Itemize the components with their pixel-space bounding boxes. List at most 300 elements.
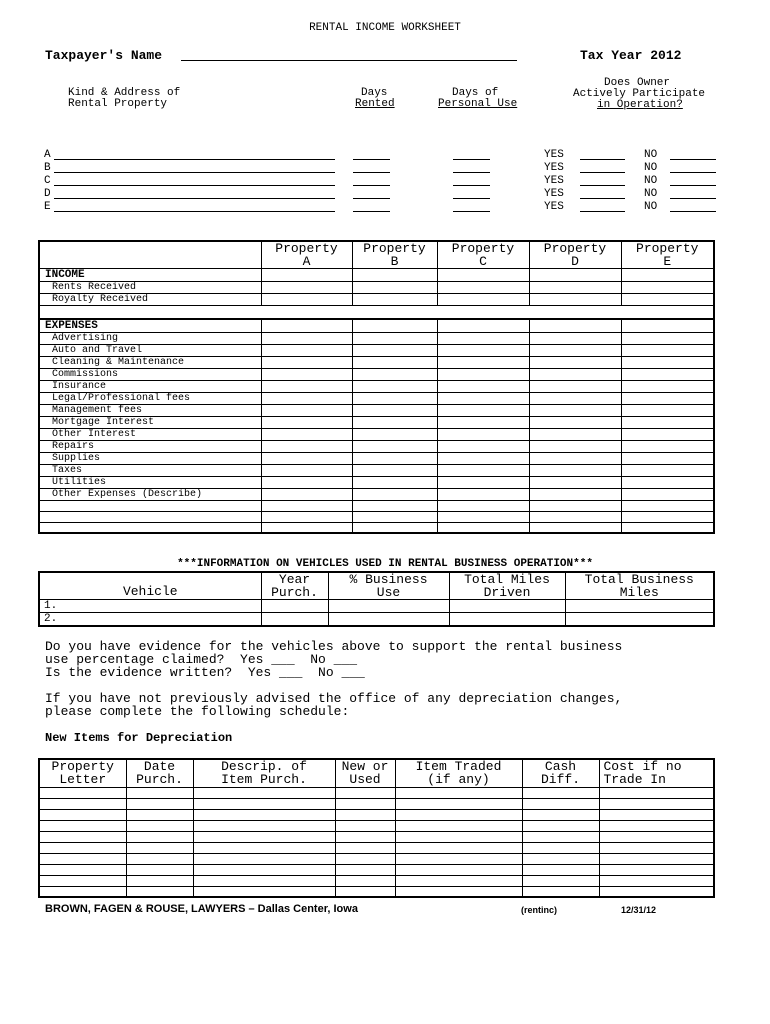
new-item-cell[interactable]: [126, 787, 193, 798]
new-item-row: [39, 875, 714, 886]
income-row: [39, 282, 714, 294]
expense-item-label: Management fees: [39, 404, 261, 416]
expense-row: [39, 476, 714, 488]
property-address-field[interactable]: [54, 211, 335, 212]
amount-cell[interactable]: [437, 522, 529, 533]
amount-cell[interactable]: [352, 452, 437, 464]
amount-cell[interactable]: [529, 356, 621, 368]
new-item-cell[interactable]: [126, 831, 193, 842]
amount-cell[interactable]: [621, 356, 714, 368]
amount-cell[interactable]: [529, 380, 621, 392]
property-address-field[interactable]: [54, 159, 335, 160]
expense-row: [39, 440, 714, 452]
new-item-cell[interactable]: [395, 842, 522, 853]
amount-cell[interactable]: [437, 428, 529, 440]
taxpayer-name-field[interactable]: [181, 60, 517, 61]
new-item-cell[interactable]: [522, 853, 599, 864]
amount-cell[interactable]: [621, 440, 714, 452]
new-item-cell[interactable]: [193, 842, 335, 853]
amount-cell[interactable]: [529, 464, 621, 476]
page-title: RENTAL INCOME WORKSHEET: [309, 22, 461, 34]
new-item-cell[interactable]: [193, 853, 335, 864]
days-personal-field[interactable]: [453, 198, 490, 199]
new-item-cell[interactable]: [193, 787, 335, 798]
amount-cell[interactable]: [621, 392, 714, 404]
no-field[interactable]: [670, 211, 716, 212]
days-rented-header-2: Rented: [355, 98, 395, 110]
new-item-cell[interactable]: [522, 809, 599, 820]
amount-cell[interactable]: [437, 404, 529, 416]
no-label: NO: [644, 149, 658, 161]
income-heading: INCOME: [39, 269, 261, 282]
new-item-cell[interactable]: [335, 787, 395, 798]
amount-cell[interactable]: [529, 344, 621, 356]
property-address-field[interactable]: [54, 198, 335, 199]
expense-row: [39, 488, 714, 500]
days-personal-field[interactable]: [453, 172, 490, 173]
pct-business-col-header: % Business Use: [328, 572, 449, 600]
expense-item-label: Auto and Travel: [39, 344, 261, 356]
vehicle-1-total[interactable]: [449, 600, 565, 613]
expense-row: [39, 428, 714, 440]
section-gap-cell: [39, 306, 714, 319]
amount-cell[interactable]: [437, 452, 529, 464]
expense-item-label: Insurance: [39, 380, 261, 392]
new-item-cell[interactable]: [522, 842, 599, 853]
new-item-cell[interactable]: [522, 831, 599, 842]
new-item-cell[interactable]: [126, 798, 193, 809]
amount-cell[interactable]: [261, 269, 352, 282]
new-item-cell[interactable]: [193, 831, 335, 842]
new-item-cell[interactable]: [395, 798, 522, 809]
expense-item-label: Supplies: [39, 452, 261, 464]
evidence-question-3: Is the evidence written? Yes ___ No ___: [45, 665, 365, 680]
yes-field[interactable]: [580, 172, 625, 173]
amount-cell[interactable]: [261, 476, 352, 488]
income-row: [39, 294, 714, 306]
vehicle-2-pct[interactable]: [328, 613, 449, 627]
new-item-cell[interactable]: [395, 886, 522, 897]
amount-cell[interactable]: [352, 488, 437, 500]
amount-cell[interactable]: [261, 356, 352, 368]
vehicle-col-header: Vehicle: [39, 572, 261, 600]
amount-cell[interactable]: [529, 500, 621, 511]
new-item-cell[interactable]: [126, 820, 193, 831]
new-item-row: [39, 831, 714, 842]
amount-cell[interactable]: [621, 368, 714, 380]
vehicle-row: [39, 600, 714, 613]
days-rented-field[interactable]: [353, 159, 390, 160]
amount-cell[interactable]: [529, 511, 621, 522]
amount-cell[interactable]: [352, 356, 437, 368]
amount-cell[interactable]: [261, 319, 352, 333]
new-item-cell[interactable]: [39, 886, 126, 897]
new-item-cell[interactable]: [522, 787, 599, 798]
vehicle-1-pct[interactable]: [328, 600, 449, 613]
new-item-row: [39, 842, 714, 853]
yes-label: YES: [544, 188, 564, 200]
amount-cell[interactable]: [352, 319, 437, 333]
firm-footer: BROWN, FAGEN & ROUSE, LAWYERS – Dallas Center, Iowa: [45, 903, 358, 915]
amount-cell[interactable]: [437, 511, 529, 522]
amount-cell[interactable]: [261, 294, 352, 306]
evidence-question-2: use percentage claimed? Yes ___ No ___: [45, 652, 358, 667]
property-row-letter: A: [44, 149, 51, 161]
new-item-cell[interactable]: [395, 809, 522, 820]
expense-row: [39, 380, 714, 392]
yes-field[interactable]: [580, 198, 625, 199]
amount-cell[interactable]: [352, 476, 437, 488]
new-item-cell[interactable]: [522, 875, 599, 886]
blank-header-cell: [39, 241, 261, 269]
amount-cell[interactable]: [352, 500, 437, 511]
income-item-label: Rents Received: [39, 282, 261, 294]
expense-item-label: Other Expenses (Describe): [39, 488, 261, 500]
amount-cell[interactable]: [437, 380, 529, 392]
expense-item-label: Cleaning & Maintenance: [39, 356, 261, 368]
days-rented-field[interactable]: [353, 211, 390, 212]
amount-cell[interactable]: [437, 319, 529, 333]
new-item-cell[interactable]: [39, 864, 126, 875]
new-item-cell[interactable]: [335, 853, 395, 864]
new-item-cell[interactable]: [335, 809, 395, 820]
new-item-row: [39, 798, 714, 809]
amount-cell[interactable]: [437, 416, 529, 428]
amount-cell[interactable]: [529, 452, 621, 464]
new-item-cell[interactable]: [335, 831, 395, 842]
new-item-row: [39, 886, 714, 897]
expense-row: [39, 416, 714, 428]
expense-row: [39, 404, 714, 416]
amount-cell[interactable]: [621, 476, 714, 488]
amount-cell[interactable]: [352, 416, 437, 428]
new-item-cell[interactable]: [335, 820, 395, 831]
new-item-cell[interactable]: [395, 820, 522, 831]
amount-cell[interactable]: [529, 440, 621, 452]
expense-blank-row: [39, 522, 714, 533]
new-item-cell[interactable]: [522, 864, 599, 875]
amount-cell[interactable]: [621, 452, 714, 464]
vehicle-2-year[interactable]: [261, 613, 328, 627]
property-col-header-e: Property E: [621, 241, 714, 269]
depreciation-note-2: please complete the following schedule:: [45, 704, 350, 719]
amount-cell[interactable]: [621, 416, 714, 428]
amount-cell[interactable]: [529, 368, 621, 380]
no-label: NO: [644, 162, 658, 174]
amount-cell[interactable]: [437, 344, 529, 356]
amount-cell[interactable]: [529, 332, 621, 344]
amount-cell[interactable]: [621, 404, 714, 416]
property-col-header-a: Property A: [261, 241, 352, 269]
amount-cell[interactable]: [261, 392, 352, 404]
vehicle-2-total[interactable]: [449, 613, 565, 627]
days-personal-field[interactable]: [453, 185, 490, 186]
form-code: (rentinc): [521, 905, 557, 915]
expenses-heading: EXPENSES: [39, 319, 261, 333]
expense-row: [39, 356, 714, 368]
expense-item-label: Other Interest: [39, 428, 261, 440]
amount-cell[interactable]: [352, 522, 437, 533]
amount-cell[interactable]: [437, 464, 529, 476]
new-item-cell[interactable]: [39, 842, 126, 853]
amount-cell[interactable]: [352, 344, 437, 356]
amount-cell[interactable]: [529, 269, 621, 282]
no-label: NO: [644, 201, 658, 213]
new-item-cell[interactable]: [522, 820, 599, 831]
new-item-cell[interactable]: [193, 875, 335, 886]
new-item-cell[interactable]: [39, 798, 126, 809]
kind-address-header-2: Rental Property: [68, 98, 168, 110]
amount-cell[interactable]: [529, 522, 621, 533]
expense-blank-row: [39, 500, 714, 511]
new-item-cell[interactable]: [599, 864, 714, 875]
amount-cell[interactable]: [261, 428, 352, 440]
new-item-cell[interactable]: [126, 875, 193, 886]
amount-cell[interactable]: [352, 392, 437, 404]
new-item-cell[interactable]: [599, 853, 714, 864]
personal-use-header-1: Days of: [452, 87, 499, 99]
business-miles-col-header: Total Business Miles: [565, 572, 714, 600]
tax-year-label: Tax Year 2012: [580, 48, 682, 63]
expense-row: [39, 464, 714, 476]
amount-cell[interactable]: [437, 476, 529, 488]
expense-item-label: Advertising: [39, 332, 261, 344]
new-item-cell[interactable]: [395, 864, 522, 875]
amount-cell[interactable]: [437, 488, 529, 500]
personal-use-header-2: Personal Use: [438, 98, 518, 110]
new-item-cell[interactable]: [395, 875, 522, 886]
no-field[interactable]: [670, 185, 716, 186]
amount-cell[interactable]: [621, 319, 714, 333]
amount-cell[interactable]: [261, 464, 352, 476]
amount-cell[interactable]: [437, 269, 529, 282]
amount-cell[interactable]: [621, 294, 714, 306]
amount-cell[interactable]: [529, 404, 621, 416]
date-purch-col-header: Date Purch.: [126, 759, 193, 787]
vehicle-row: [39, 613, 714, 627]
no-field[interactable]: [670, 159, 716, 160]
total-miles-col-header: Total Miles Driven: [449, 572, 565, 600]
amount-cell[interactable]: [621, 500, 714, 511]
new-item-cell[interactable]: [193, 864, 335, 875]
expense-item-label: Utilities: [39, 476, 261, 488]
new-item-cell[interactable]: [599, 875, 714, 886]
amount-cell[interactable]: [437, 356, 529, 368]
new-item-cell[interactable]: [126, 886, 193, 897]
amount-cell[interactable]: [352, 269, 437, 282]
new-item-cell[interactable]: [395, 787, 522, 798]
amount-cell[interactable]: [261, 282, 352, 294]
expense-blank-label: [39, 511, 261, 522]
vehicles-heading: ***INFORMATION ON VEHICLES USED IN RENTAL BUSINESS OPERATION***: [177, 558, 593, 570]
amount-cell[interactable]: [261, 416, 352, 428]
amount-cell[interactable]: [261, 368, 352, 380]
expense-item-label: Mortgage Interest: [39, 416, 261, 428]
new-item-cell[interactable]: [126, 842, 193, 853]
new-item-cell[interactable]: [39, 809, 126, 820]
new-item-cell[interactable]: [395, 831, 522, 842]
amount-cell[interactable]: [352, 404, 437, 416]
expense-row: [39, 332, 714, 344]
new-item-cell[interactable]: [522, 886, 599, 897]
amount-cell[interactable]: [529, 282, 621, 294]
new-item-cell[interactable]: [193, 820, 335, 831]
amount-cell[interactable]: [437, 500, 529, 511]
vehicle-1-label[interactable]: 1.: [39, 600, 261, 613]
amount-cell[interactable]: [529, 294, 621, 306]
yes-label: YES: [544, 162, 564, 174]
expense-row: [39, 392, 714, 404]
amount-cell[interactable]: [352, 464, 437, 476]
property-col-header-d: Property D: [529, 241, 621, 269]
amount-cell[interactable]: [261, 344, 352, 356]
days-personal-field[interactable]: [453, 211, 490, 212]
owner-header-1: Does Owner: [604, 77, 671, 89]
amount-cell[interactable]: [352, 294, 437, 306]
new-item-cell[interactable]: [395, 853, 522, 864]
days-rented-field[interactable]: [353, 172, 390, 173]
new-item-cell[interactable]: [335, 798, 395, 809]
property-address-field[interactable]: [54, 185, 335, 186]
amount-cell[interactable]: [261, 404, 352, 416]
amount-cell[interactable]: [352, 511, 437, 522]
taxpayer-name-label: Taxpayer's Name: [45, 48, 163, 63]
descrip-col-header: Descrip. of Item Purch.: [193, 759, 335, 787]
amount-cell[interactable]: [529, 428, 621, 440]
amount-cell[interactable]: [529, 416, 621, 428]
cash-diff-col-header: Cash Diff.: [522, 759, 599, 787]
amount-cell[interactable]: [437, 392, 529, 404]
new-item-cell[interactable]: [599, 809, 714, 820]
amount-cell[interactable]: [261, 522, 352, 533]
new-item-cell[interactable]: [193, 809, 335, 820]
amount-cell[interactable]: [352, 440, 437, 452]
new-item-cell[interactable]: [599, 820, 714, 831]
new-item-cell[interactable]: [599, 787, 714, 798]
days-rented-field[interactable]: [353, 198, 390, 199]
new-item-cell[interactable]: [335, 875, 395, 886]
expenses-heading-row: [39, 319, 714, 333]
expense-row: [39, 452, 714, 464]
new-item-cell[interactable]: [522, 798, 599, 809]
amount-cell[interactable]: [352, 428, 437, 440]
yes-label: YES: [544, 149, 564, 161]
new-item-cell[interactable]: [599, 831, 714, 842]
new-item-cell[interactable]: [126, 853, 193, 864]
evidence-question-1: Do you have evidence for the vehicles above to support the rental business: [45, 639, 623, 654]
amount-cell[interactable]: [621, 464, 714, 476]
no-field[interactable]: [670, 198, 716, 199]
new-item-cell[interactable]: [335, 842, 395, 853]
amount-cell[interactable]: [261, 452, 352, 464]
new-item-cell[interactable]: [599, 842, 714, 853]
amount-cell[interactable]: [352, 368, 437, 380]
days-personal-field[interactable]: [453, 159, 490, 160]
cost-col-header: Cost if no Trade In: [599, 759, 714, 787]
amount-cell[interactable]: [529, 488, 621, 500]
new-item-cell[interactable]: [39, 875, 126, 886]
amount-cell[interactable]: [261, 511, 352, 522]
amount-cell[interactable]: [621, 428, 714, 440]
property-address-field[interactable]: [54, 172, 335, 173]
yes-label: YES: [544, 201, 564, 213]
new-item-cell[interactable]: [39, 787, 126, 798]
new-item-cell[interactable]: [193, 798, 335, 809]
amount-cell[interactable]: [621, 380, 714, 392]
amount-cell[interactable]: [529, 476, 621, 488]
amount-cell[interactable]: [621, 522, 714, 533]
amount-cell[interactable]: [529, 319, 621, 333]
amount-cell[interactable]: [621, 332, 714, 344]
new-item-cell[interactable]: [39, 820, 126, 831]
amount-cell[interactable]: [621, 282, 714, 294]
vehicle-2-label[interactable]: 2.: [39, 613, 261, 627]
new-item-cell[interactable]: [39, 853, 126, 864]
amount-cell[interactable]: [261, 440, 352, 452]
amount-cell[interactable]: [261, 332, 352, 344]
yes-field[interactable]: [580, 211, 625, 212]
income-expense-table: [38, 240, 715, 534]
property-row-letter: E: [44, 201, 51, 213]
amount-cell[interactable]: [261, 488, 352, 500]
expense-item-label: Commissions: [39, 368, 261, 380]
amount-cell[interactable]: [437, 294, 529, 306]
vehicles-table: [38, 571, 715, 627]
amount-cell[interactable]: [352, 380, 437, 392]
expense-item-label: Repairs: [39, 440, 261, 452]
new-item-cell[interactable]: [335, 886, 395, 897]
no-label: NO: [644, 188, 658, 200]
vehicle-1-year[interactable]: [261, 600, 328, 613]
yes-field[interactable]: [580, 159, 625, 160]
new-item-cell[interactable]: [599, 798, 714, 809]
new-item-cell[interactable]: [335, 864, 395, 875]
amount-cell[interactable]: [621, 344, 714, 356]
property-row-letter: B: [44, 162, 51, 174]
days-rented-field[interactable]: [353, 185, 390, 186]
amount-cell[interactable]: [261, 500, 352, 511]
new-items-heading: New Items for Depreciation: [45, 731, 233, 745]
amount-cell[interactable]: [437, 440, 529, 452]
year-purch-col-header: Year Purch.: [261, 572, 328, 600]
income-heading-row: [39, 269, 714, 282]
amount-cell[interactable]: [261, 380, 352, 392]
new-item-cell[interactable]: [126, 809, 193, 820]
vehicle-1-business[interactable]: [565, 600, 714, 613]
new-item-row: [39, 853, 714, 864]
amount-cell[interactable]: [437, 282, 529, 294]
new-item-cell[interactable]: [126, 864, 193, 875]
amount-cell[interactable]: [437, 368, 529, 380]
vehicle-2-business[interactable]: [565, 613, 714, 627]
new-item-cell[interactable]: [193, 886, 335, 897]
amount-cell[interactable]: [352, 332, 437, 344]
new-item-cell[interactable]: [599, 886, 714, 897]
form-date: 12/31/12: [621, 905, 657, 915]
new-item-row: [39, 787, 714, 798]
new-item-cell[interactable]: [39, 831, 126, 842]
new-item-row: [39, 820, 714, 831]
expense-item-label: Legal/Professional fees: [39, 392, 261, 404]
amount-cell[interactable]: [437, 332, 529, 344]
amount-cell[interactable]: [621, 488, 714, 500]
amount-cell[interactable]: [352, 282, 437, 294]
yes-field[interactable]: [580, 185, 625, 186]
no-field[interactable]: [670, 172, 716, 173]
amount-cell[interactable]: [621, 511, 714, 522]
amount-cell[interactable]: [529, 392, 621, 404]
amount-cell[interactable]: [621, 269, 714, 282]
